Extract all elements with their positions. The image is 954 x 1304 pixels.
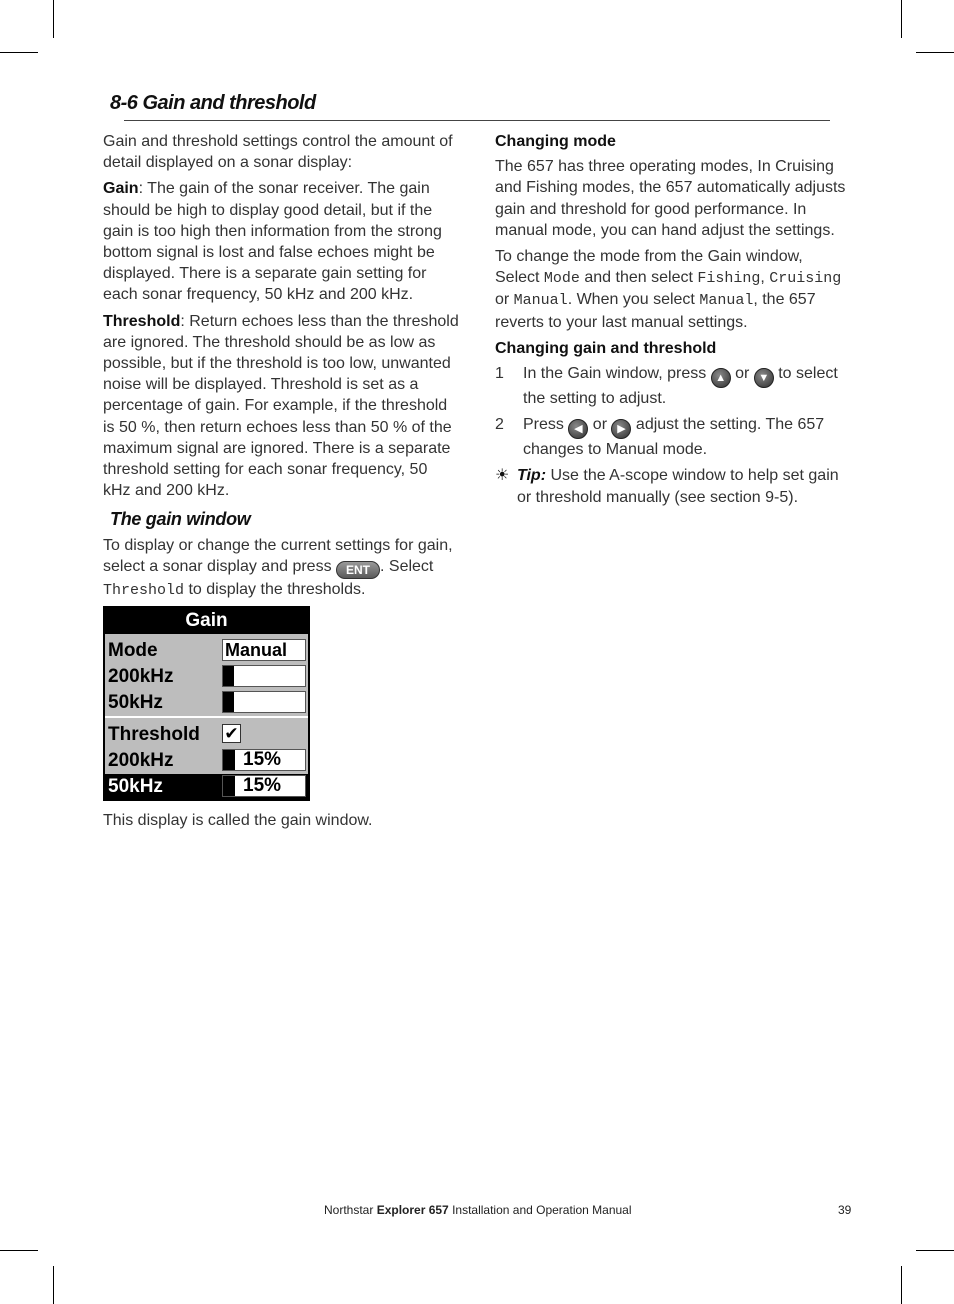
gain-window-title: Gain <box>105 608 308 634</box>
crop-mark <box>901 0 902 38</box>
gain-50-value: 13 <box>253 691 275 712</box>
changing-gain-heading: Changing gain and threshold <box>495 339 717 357</box>
manual-option: Manual <box>699 292 754 310</box>
body-text: , <box>760 269 770 287</box>
body-text: or <box>588 416 612 434</box>
tip-label: Tip: <box>517 467 547 485</box>
fishing-option: Fishing <box>697 270 761 288</box>
title-rule <box>124 120 830 121</box>
gain-term: Gain <box>103 180 139 198</box>
footer-title <box>324 1203 632 1217</box>
gain-200-label: 200kHz <box>108 666 174 687</box>
threshold-50-value: 15% <box>243 775 282 796</box>
step-text <box>523 363 850 409</box>
right-arrow-key-icon: ▶ <box>611 419 631 439</box>
gain-window-separator <box>105 716 308 718</box>
step-number: 2 <box>495 416 504 434</box>
body-text: To change the mode from the Gain window, Select <box>495 248 803 287</box>
threshold-menu-item: Threshold <box>103 581 185 599</box>
left-arrow-key-icon: ◀ <box>568 419 588 439</box>
crop-mark <box>0 1250 38 1251</box>
threshold-200-row[interactable] <box>105 748 308 773</box>
gain-200-row[interactable] <box>105 664 308 689</box>
gain-50-fill <box>223 692 234 712</box>
modes-paragraph: The 657 has three operating modes, In Cruising and Fishing modes, the 657 automatically adjusts gain and threshold for good performance. In manual mode, you can hand adjust the settings. <box>495 158 846 239</box>
body-text: Press <box>523 416 569 434</box>
footer-rest: Installation and Operation Manual <box>448 1203 632 1217</box>
mode-row[interactable] <box>105 638 308 663</box>
threshold-50-fill <box>223 776 235 796</box>
crop-mark <box>0 52 38 53</box>
gain-50-row[interactable] <box>105 690 308 715</box>
step-2 <box>495 414 850 460</box>
down-arrow-key-icon: ▼ <box>754 368 774 388</box>
threshold-row[interactable] <box>105 722 308 747</box>
gain-window <box>103 606 310 801</box>
gain-200-fill <box>223 666 234 686</box>
body-text: or <box>730 365 754 383</box>
display-text: to display the thresholds. <box>184 580 366 598</box>
threshold-50-label: 50kHz <box>108 776 163 797</box>
body-text: and then select <box>579 269 698 287</box>
threshold-200-fill <box>223 750 235 770</box>
tip <box>495 465 850 507</box>
footer-brand: Northstar <box>324 1203 377 1217</box>
tip-text <box>517 465 850 507</box>
gain-paragraph <box>103 178 459 305</box>
changing-mode-heading: Changing mode <box>495 133 616 150</box>
threshold-200-bar[interactable] <box>222 749 306 771</box>
threshold-term: Threshold <box>103 312 181 330</box>
body-text: or <box>495 291 514 309</box>
threshold-200-value: 15% <box>243 749 282 770</box>
gain-200-bar[interactable] <box>222 665 306 687</box>
gain-window-caption: This display is called the gain window. <box>103 812 373 829</box>
up-arrow-key-icon: ▲ <box>711 368 731 388</box>
display-instructions <box>103 535 459 601</box>
crop-mark <box>916 52 954 53</box>
cruising-option: Cruising <box>769 270 842 288</box>
body-text: In the Gain window, press <box>523 365 711 383</box>
body-text: Use the A-scope window to help set gain or threshold manually (see section 9-5). <box>517 467 839 506</box>
manual-option: Manual <box>513 292 568 310</box>
crop-mark <box>53 0 54 38</box>
change-mode-paragraph <box>495 246 850 333</box>
body-text: adjust the setting. The 657 changes to Manual mode. <box>523 416 825 459</box>
display-text: . Select <box>380 557 434 575</box>
crop-mark <box>901 1266 902 1304</box>
lightbulb-icon: ☀ <box>495 467 510 485</box>
threshold-50-bar[interactable] <box>222 775 306 797</box>
mode-label: Mode <box>108 640 158 661</box>
crop-mark <box>916 1250 954 1251</box>
display-text: To display or change the current settings for gain, select a sonar display and press <box>103 536 453 575</box>
step-text <box>523 414 850 460</box>
threshold-checkbox[interactable]: ✔ <box>222 724 241 743</box>
threshold-definition: : Return echoes less than the threshold are ignored. The threshold should be as low as possible, but if the threshold is too low, unwanted noise will be displayed. Threshold is set as a percentage of gain. For example, if the threshold is 50 %, then return echoes less than 50 % of the maximum signal are ignored. There is a separate threshold setting for each sonar frequency, 50 kHz and 200 kHz. <box>103 312 459 500</box>
footer-product: Explorer 657 <box>376 1203 449 1217</box>
section-title: 8-6 Gain and threshold <box>110 92 316 114</box>
gain-window-body <box>105 608 308 799</box>
threshold-200-label: 200kHz <box>108 750 174 771</box>
body-text: to select the setting to adjust. <box>523 365 838 408</box>
body-text: . When you select <box>567 291 700 309</box>
threshold-paragraph <box>103 311 459 502</box>
gain-definition: : The gain of the sonar receiver. The gain should be high to display good detail, but if the gain is too high then information from the strong bottom signal is lost and false echoes might be displayed. There is a separate gain setting for each sonar frequency, 50 kHz and 200 kHz. <box>103 180 442 304</box>
gain-50-bar[interactable] <box>222 691 306 713</box>
step-1 <box>495 363 850 409</box>
page-number: 39 <box>838 1203 852 1217</box>
mode-value[interactable]: Manual <box>222 639 306 661</box>
body-text: , the 657 reverts to your last manual settings. <box>495 291 816 331</box>
mode-menu-item: Mode <box>543 270 580 288</box>
threshold-50-row[interactable] <box>105 774 308 799</box>
gain-window-subhead: The gain window <box>110 509 251 530</box>
ent-key-icon: ENT <box>336 561 380 579</box>
crop-mark <box>53 1266 54 1304</box>
left-column <box>103 131 459 606</box>
right-column <box>495 131 850 508</box>
gain-50-label: 50kHz <box>108 692 163 713</box>
gain-200-value: 13 <box>253 665 275 686</box>
intro-paragraph: Gain and threshold settings control the amount of detail displayed on a sonar display: <box>103 133 453 172</box>
threshold-label: Threshold <box>108 724 200 745</box>
step-number: 1 <box>495 365 504 383</box>
